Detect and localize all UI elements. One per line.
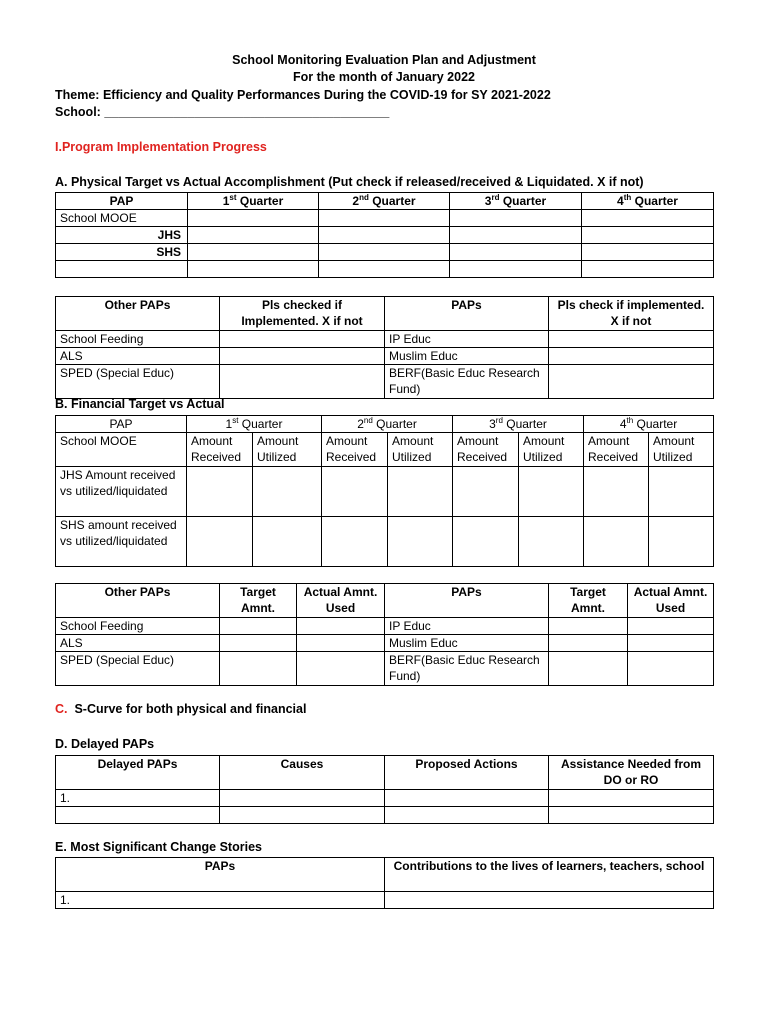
- table-cell[interactable]: [319, 210, 450, 227]
- table-cell[interactable]: [385, 790, 549, 807]
- amount-received-header: Amount Received: [322, 433, 388, 467]
- table-cell[interactable]: [253, 517, 322, 567]
- table-row: [56, 261, 714, 278]
- table-cell[interactable]: [453, 517, 519, 567]
- col-header-actual: Actual Amnt. Used: [297, 584, 385, 618]
- table-row: [56, 467, 714, 517]
- row-label: ALS: [56, 348, 220, 365]
- doc-month: For the month of January 2022: [293, 70, 475, 84]
- other-paps-amount-table: [55, 583, 714, 686]
- table-cell[interactable]: [220, 331, 385, 348]
- school-blank: _________________________________________: [104, 105, 390, 119]
- table-header-row: [56, 297, 714, 331]
- col-header-contributions: Contributions to the lives of learners, teachers, school: [385, 858, 714, 892]
- col-header-assistance: Assistance Needed from DO or RO: [549, 756, 714, 790]
- table-cell[interactable]: [220, 348, 385, 365]
- table-cell[interactable]: [582, 261, 714, 278]
- table-cell[interactable]: [188, 261, 319, 278]
- col-header-q4: 4th Quarter: [582, 193, 714, 210]
- physical-target-table: [55, 192, 714, 278]
- row-label: IP Educ: [385, 618, 549, 635]
- doc-title: School Monitoring Evaluation Plan and Adjustment: [232, 53, 536, 67]
- section-c-text: S-Curve for both physical and financial: [74, 702, 307, 716]
- row-label-shs: SHS: [56, 244, 188, 261]
- row-label-jhs: JHS: [56, 227, 188, 244]
- other-paps-check-table: [55, 296, 714, 399]
- table-header-row: [56, 584, 714, 618]
- table-cell[interactable]: [188, 227, 319, 244]
- section-c-title: [55, 702, 306, 716]
- table-row: [56, 635, 714, 652]
- row-label: ALS: [56, 635, 220, 652]
- school-label: School:: [55, 105, 101, 119]
- table-cell[interactable]: [549, 807, 714, 824]
- table-cell[interactable]: [188, 210, 319, 227]
- table-cell[interactable]: [582, 244, 714, 261]
- row-label: IP Educ: [385, 331, 549, 348]
- amount-utilized-header: Amount Utilized: [519, 433, 584, 467]
- col-header-check-implemented: Pls check if implemented. X if not: [549, 297, 714, 331]
- table-cell[interactable]: [628, 635, 714, 652]
- theme-line: [55, 88, 551, 102]
- table-row: [56, 331, 714, 348]
- section-i-title: I.Program Implementation Progress: [55, 140, 267, 154]
- table-cell[interactable]: [322, 517, 388, 567]
- theme-label: Theme:: [55, 88, 100, 102]
- table-cell[interactable]: [388, 467, 453, 517]
- table-cell[interactable]: [385, 892, 714, 909]
- col-header-implemented: Pls checked if Implemented. X if not: [220, 297, 385, 331]
- table-cell[interactable]: [628, 652, 714, 686]
- col-header-paps: PAPs: [385, 297, 549, 331]
- table-cell[interactable]: [220, 635, 297, 652]
- table-header-row: [56, 416, 714, 433]
- theme-text: Efficiency and Quality Performances During the COVID-19 for SY 2021-2022: [102, 88, 551, 102]
- table-cell[interactable]: [188, 244, 319, 261]
- col-header-other-paps: Other PAPs: [56, 297, 220, 331]
- table-header-row: [56, 756, 714, 790]
- table-cell[interactable]: [549, 635, 628, 652]
- amount-received-header: Amount Received: [584, 433, 649, 467]
- col-header-q1: 1st Quarter: [188, 193, 319, 210]
- table-cell[interactable]: [187, 517, 253, 567]
- table-cell[interactable]: [450, 227, 582, 244]
- section-e-title: E. Most Significant Change Stories: [55, 840, 262, 854]
- col-header-pap: PAP: [56, 416, 187, 433]
- table-cell[interactable]: [649, 517, 714, 567]
- row-label: School Feeding: [56, 331, 220, 348]
- table-cell[interactable]: [628, 618, 714, 635]
- table-cell[interactable]: [319, 244, 450, 261]
- table-cell[interactable]: [450, 244, 582, 261]
- table-cell[interactable]: [187, 467, 253, 517]
- table-cell[interactable]: [549, 348, 714, 365]
- section-a-title: A. Physical Target vs Actual Accomplishment (Put check if released/received & Liquidated. X if not): [55, 175, 644, 189]
- table-cell[interactable]: [582, 210, 714, 227]
- table-cell[interactable]: [220, 807, 385, 824]
- delayed-paps-table: [55, 755, 714, 824]
- row-number: 1.: [56, 790, 220, 807]
- row-number: 1.: [56, 892, 385, 909]
- table-cell[interactable]: [549, 618, 628, 635]
- row-label-school-mooe: School MOOE: [56, 433, 187, 467]
- table-cell[interactable]: [388, 517, 453, 567]
- amount-received-header: Amount Received: [453, 433, 519, 467]
- table-cell[interactable]: [297, 635, 385, 652]
- table-cell[interactable]: [297, 652, 385, 686]
- table-row: [56, 365, 714, 399]
- col-header-other-paps: Other PAPs: [56, 584, 220, 618]
- school-line: [55, 105, 389, 119]
- row-label: Muslim Educ: [385, 635, 549, 652]
- table-cell[interactable]: [549, 790, 714, 807]
- section-d-title: D. Delayed PAPs: [55, 737, 155, 751]
- amount-utilized-header: Amount Utilized: [388, 433, 453, 467]
- table-cell[interactable]: [297, 618, 385, 635]
- table-row: [56, 807, 714, 824]
- col-header-q4: 4th Quarter: [584, 416, 714, 433]
- col-header-pap: PAP: [56, 193, 188, 210]
- table-cell[interactable]: [584, 517, 649, 567]
- col-header-q3: 3rd Quarter: [450, 193, 582, 210]
- table-row: [56, 517, 714, 567]
- table-cell[interactable]: [220, 618, 297, 635]
- table-cell[interactable]: [649, 467, 714, 517]
- table-cell[interactable]: [385, 807, 549, 824]
- table-cell[interactable]: [549, 652, 628, 686]
- col-header-q3: 3rd Quarter: [453, 416, 584, 433]
- col-header-paps: PAPs: [56, 858, 385, 892]
- col-header-target: Target Amnt.: [220, 584, 297, 618]
- amount-received-header: Amount Received: [187, 433, 253, 467]
- table-cell[interactable]: [453, 467, 519, 517]
- row-label: Muslim Educ: [385, 348, 549, 365]
- table-cell[interactable]: [450, 210, 582, 227]
- table-cell[interactable]: [220, 652, 297, 686]
- row-label-shs: SHS amount received vs utilized/liquidated: [56, 517, 187, 567]
- col-header-proposed-actions: Proposed Actions: [385, 756, 549, 790]
- amount-utilized-header: Amount Utilized: [253, 433, 322, 467]
- table-row: [56, 227, 714, 244]
- table-cell[interactable]: [319, 261, 450, 278]
- section-b-title: B. Financial Target vs Actual: [55, 397, 225, 411]
- row-label: SPED (Special Educ): [56, 365, 220, 399]
- financial-target-table: [55, 415, 714, 567]
- row-label-school-mooe: School MOOE: [56, 210, 188, 227]
- table-cell[interactable]: [56, 807, 220, 824]
- table-header-row: [56, 193, 714, 210]
- row-label: BERF(Basic Educ Research Fund): [385, 365, 549, 399]
- table-cell[interactable]: [584, 467, 649, 517]
- table-row: [56, 348, 714, 365]
- row-label: SPED (Special Educ): [56, 652, 220, 686]
- section-c-letter: C.: [55, 702, 68, 716]
- table-row: [56, 652, 714, 686]
- table-cell[interactable]: [253, 467, 322, 517]
- table-cell[interactable]: [450, 261, 582, 278]
- change-stories-table: [55, 857, 714, 909]
- table-cell[interactable]: [220, 365, 385, 399]
- col-header-causes: Causes: [220, 756, 385, 790]
- col-header-q1: 1st Quarter: [187, 416, 322, 433]
- table-row: [56, 618, 714, 635]
- table-row: [56, 790, 714, 807]
- col-header-q2: 2nd Quarter: [319, 193, 450, 210]
- table-cell[interactable]: [519, 467, 584, 517]
- col-header-q2: 2nd Quarter: [322, 416, 453, 433]
- table-row: [56, 210, 714, 227]
- row-label-jhs: JHS Amount received vs utilized/liquidated: [56, 467, 187, 517]
- table-cell[interactable]: [322, 467, 388, 517]
- table-header-row: [56, 858, 714, 892]
- col-header-actual: Actual Amnt. Used: [628, 584, 714, 618]
- row-label: BERF(Basic Educ Research Fund): [385, 652, 549, 686]
- table-subheader-row: [56, 433, 714, 467]
- table-cell[interactable]: [582, 227, 714, 244]
- table-row: [56, 892, 714, 909]
- col-header-delayed-paps: Delayed PAPs: [56, 756, 220, 790]
- col-header-paps: PAPs: [385, 584, 549, 618]
- table-cell[interactable]: [549, 365, 714, 399]
- row-label: School Feeding: [56, 618, 220, 635]
- col-header-target: Target Amnt.: [549, 584, 628, 618]
- table-cell[interactable]: [56, 261, 188, 278]
- table-row: [56, 244, 714, 261]
- table-cell[interactable]: [519, 517, 584, 567]
- table-cell[interactable]: [319, 227, 450, 244]
- table-cell[interactable]: [549, 331, 714, 348]
- table-cell[interactable]: [220, 790, 385, 807]
- amount-utilized-header: Amount Utilized: [649, 433, 714, 467]
